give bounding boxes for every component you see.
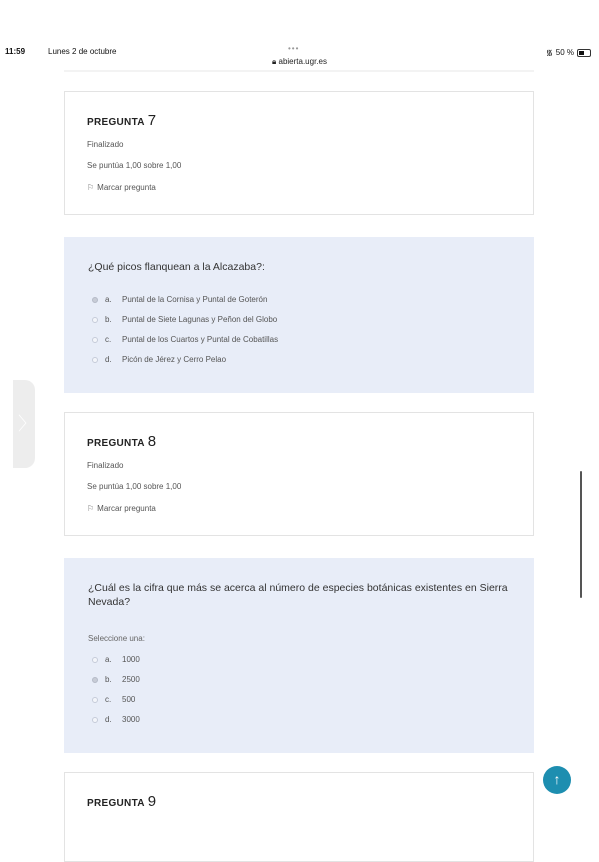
status-bar [0, 44, 599, 70]
question-heading-label: PREGUNTA [87, 798, 145, 809]
radio-button[interactable] [92, 697, 98, 703]
answer-option[interactable] [92, 335, 278, 344]
question-heading [87, 433, 156, 450]
address-bar[interactable] [0, 57, 599, 67]
previous-block-edge [64, 70, 534, 72]
answer-option[interactable] [92, 695, 135, 704]
option-letter: d. [105, 355, 112, 364]
question-state: Finalizado [87, 140, 124, 149]
option-text: Picón de Jérez y Cerro Pelao [122, 355, 227, 364]
chevron-right-icon: 〉 [18, 414, 36, 434]
question-number: 7 [147, 112, 157, 129]
option-letter: b. [105, 315, 112, 324]
option-letter: a. [105, 295, 112, 304]
flag-question-label: Marcar pregunta [97, 504, 156, 513]
option-letter: c. [105, 335, 112, 344]
lock-icon: 🔒︎ [272, 57, 277, 66]
scrollbar[interactable] [580, 471, 582, 598]
battery-percent: 50 % [555, 48, 574, 57]
question-grade: Se puntúa 1,00 sobre 1,00 [87, 161, 182, 170]
flag-question-link[interactable] [87, 183, 156, 192]
back-to-top-button[interactable] [543, 766, 571, 794]
tab-dots[interactable]: ••• [288, 44, 300, 53]
question-content-7 [64, 237, 534, 393]
flag-icon: ⚐ [87, 183, 95, 192]
question-heading [87, 112, 156, 129]
radio-button[interactable] [92, 677, 98, 683]
select-one-label: Seleccione una: [88, 634, 145, 643]
question-info-7 [64, 91, 534, 215]
question-state: Finalizado [87, 461, 124, 470]
question-heading [87, 793, 156, 810]
arrow-up-icon: ↑ [553, 771, 561, 787]
question-info-9 [64, 772, 534, 862]
flag-question-link[interactable] [87, 504, 156, 513]
status-right [546, 47, 591, 58]
question-content-8 [64, 558, 534, 753]
option-text: 500 [122, 695, 136, 704]
option-letter: c. [105, 695, 112, 704]
answer-option[interactable] [92, 355, 226, 364]
question-heading-label: PREGUNTA [87, 117, 145, 128]
radio-button[interactable] [92, 337, 98, 343]
answer-option[interactable] [92, 295, 267, 304]
url-text: abierta.ugr.es [278, 57, 327, 66]
option-text: Puntal de la Cornisa y Puntal de Goterón [122, 295, 268, 304]
battery-icon [577, 49, 591, 57]
radio-button[interactable] [92, 297, 98, 303]
answer-option[interactable] [92, 715, 140, 724]
option-text: 1000 [122, 655, 140, 664]
question-number: 9 [147, 793, 157, 810]
drawer-toggle-button[interactable] [13, 380, 35, 468]
question-grade: Se puntúa 1,00 sobre 1,00 [87, 482, 182, 491]
option-text: 3000 [122, 715, 140, 724]
status-date: Lunes 2 de octubre [48, 47, 117, 56]
answer-option[interactable] [92, 315, 277, 324]
question-text: ¿Qué picos flanquean a la Alcazaba?: [88, 261, 265, 273]
option-text: Puntal de los Cuartos y Puntal de Cobatillas [122, 335, 279, 344]
option-letter: a. [105, 655, 112, 664]
answer-option[interactable] [92, 655, 140, 664]
option-letter: d. [105, 715, 112, 724]
radio-button[interactable] [92, 657, 98, 663]
answer-option[interactable] [92, 675, 140, 684]
radio-button[interactable] [92, 317, 98, 323]
flag-icon: ⚐ [87, 504, 95, 513]
status-time: 11:59 [5, 47, 26, 56]
radio-button[interactable] [92, 357, 98, 363]
question-heading-label: PREGUNTA [87, 438, 145, 449]
option-text: Puntal de Siete Lagunas y Peñon del Globo [122, 315, 278, 324]
option-letter: b. [105, 675, 112, 684]
radio-button[interactable] [92, 717, 98, 723]
flag-question-label: Marcar pregunta [97, 183, 156, 192]
question-info-8 [64, 412, 534, 536]
option-text: 2500 [122, 675, 140, 684]
wifi-icon: ᯾ [545, 48, 553, 57]
question-text: ¿Cuál es la cifra que más se acerca al número de especies botánicas existentes en Sierra Nevada? [88, 582, 508, 608]
question-number: 8 [147, 433, 157, 450]
